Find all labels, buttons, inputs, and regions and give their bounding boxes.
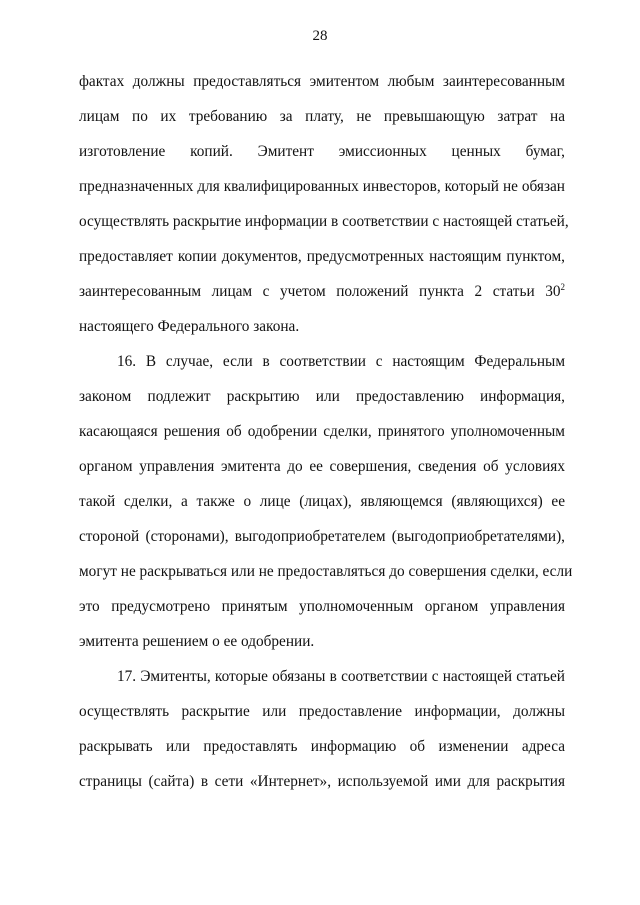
paragraph-start-17: 17. Эмитенты, которые обязаны в соответствии с настоящей статьей [117, 668, 565, 685]
text-line: осуществлять раскрытие информации в соответствии с настоящей статьей, [79, 213, 569, 230]
page-number: 28 [312, 28, 328, 44]
text-line: могут не раскрываться или не предоставляться до совершения сделки, если [79, 563, 573, 580]
text-line: осуществлять раскрытие или предоставление информации, должны [79, 703, 565, 720]
text-line: раскрывать или предоставлять информацию об изменении адреса [79, 738, 565, 755]
text-line: фактах должны предоставляться эмитентом любым заинтересованным [79, 73, 565, 90]
text-line-with-superscript [79, 282, 565, 302]
text-line: лицам по их требованию за плату, не превышающую затрат на [79, 108, 565, 125]
text-line: изготовление копий. Эмитент эмиссионных ценных бумаг, [79, 143, 565, 160]
text-line: это предусмотрено принятым уполномоченным органом управления [79, 598, 565, 615]
text-line: предназначенных для квалифицированных инвесторов, который не обязан [79, 178, 565, 195]
text-line: заинтересованным лицам с учетом положений пункта 2 статьи 30 [79, 283, 561, 300]
superscript: 2 [560, 281, 565, 292]
text-line: такой сделки, а также о лице (лицах), являющемся (являющихся) ее [79, 493, 565, 510]
text-line: эмитента решением о ее одобрении. [79, 633, 315, 650]
text-line: страницы (сайта) в сети «Интернет», используемой ими для раскрытия [79, 773, 565, 790]
text-line: касающаяся решения об одобрении сделки, принятого уполномоченным [79, 423, 565, 440]
text-line: предоставляет копии документов, предусмотренных настоящим пунктом, [79, 248, 565, 265]
text-line: законом подлежит раскрытию или предоставлению информация, [79, 388, 565, 405]
paragraph-start-16: 16. В случае, если в соответствии с настоящим Федеральным [117, 353, 565, 370]
text-line: стороной (сторонами), выгодоприобретателем (выгодоприобретателями), [79, 528, 565, 545]
text-line: органом управления эмитента до ее совершения, сведения об условиях [79, 458, 565, 475]
text-line: настоящего Федерального закона. [79, 318, 300, 335]
